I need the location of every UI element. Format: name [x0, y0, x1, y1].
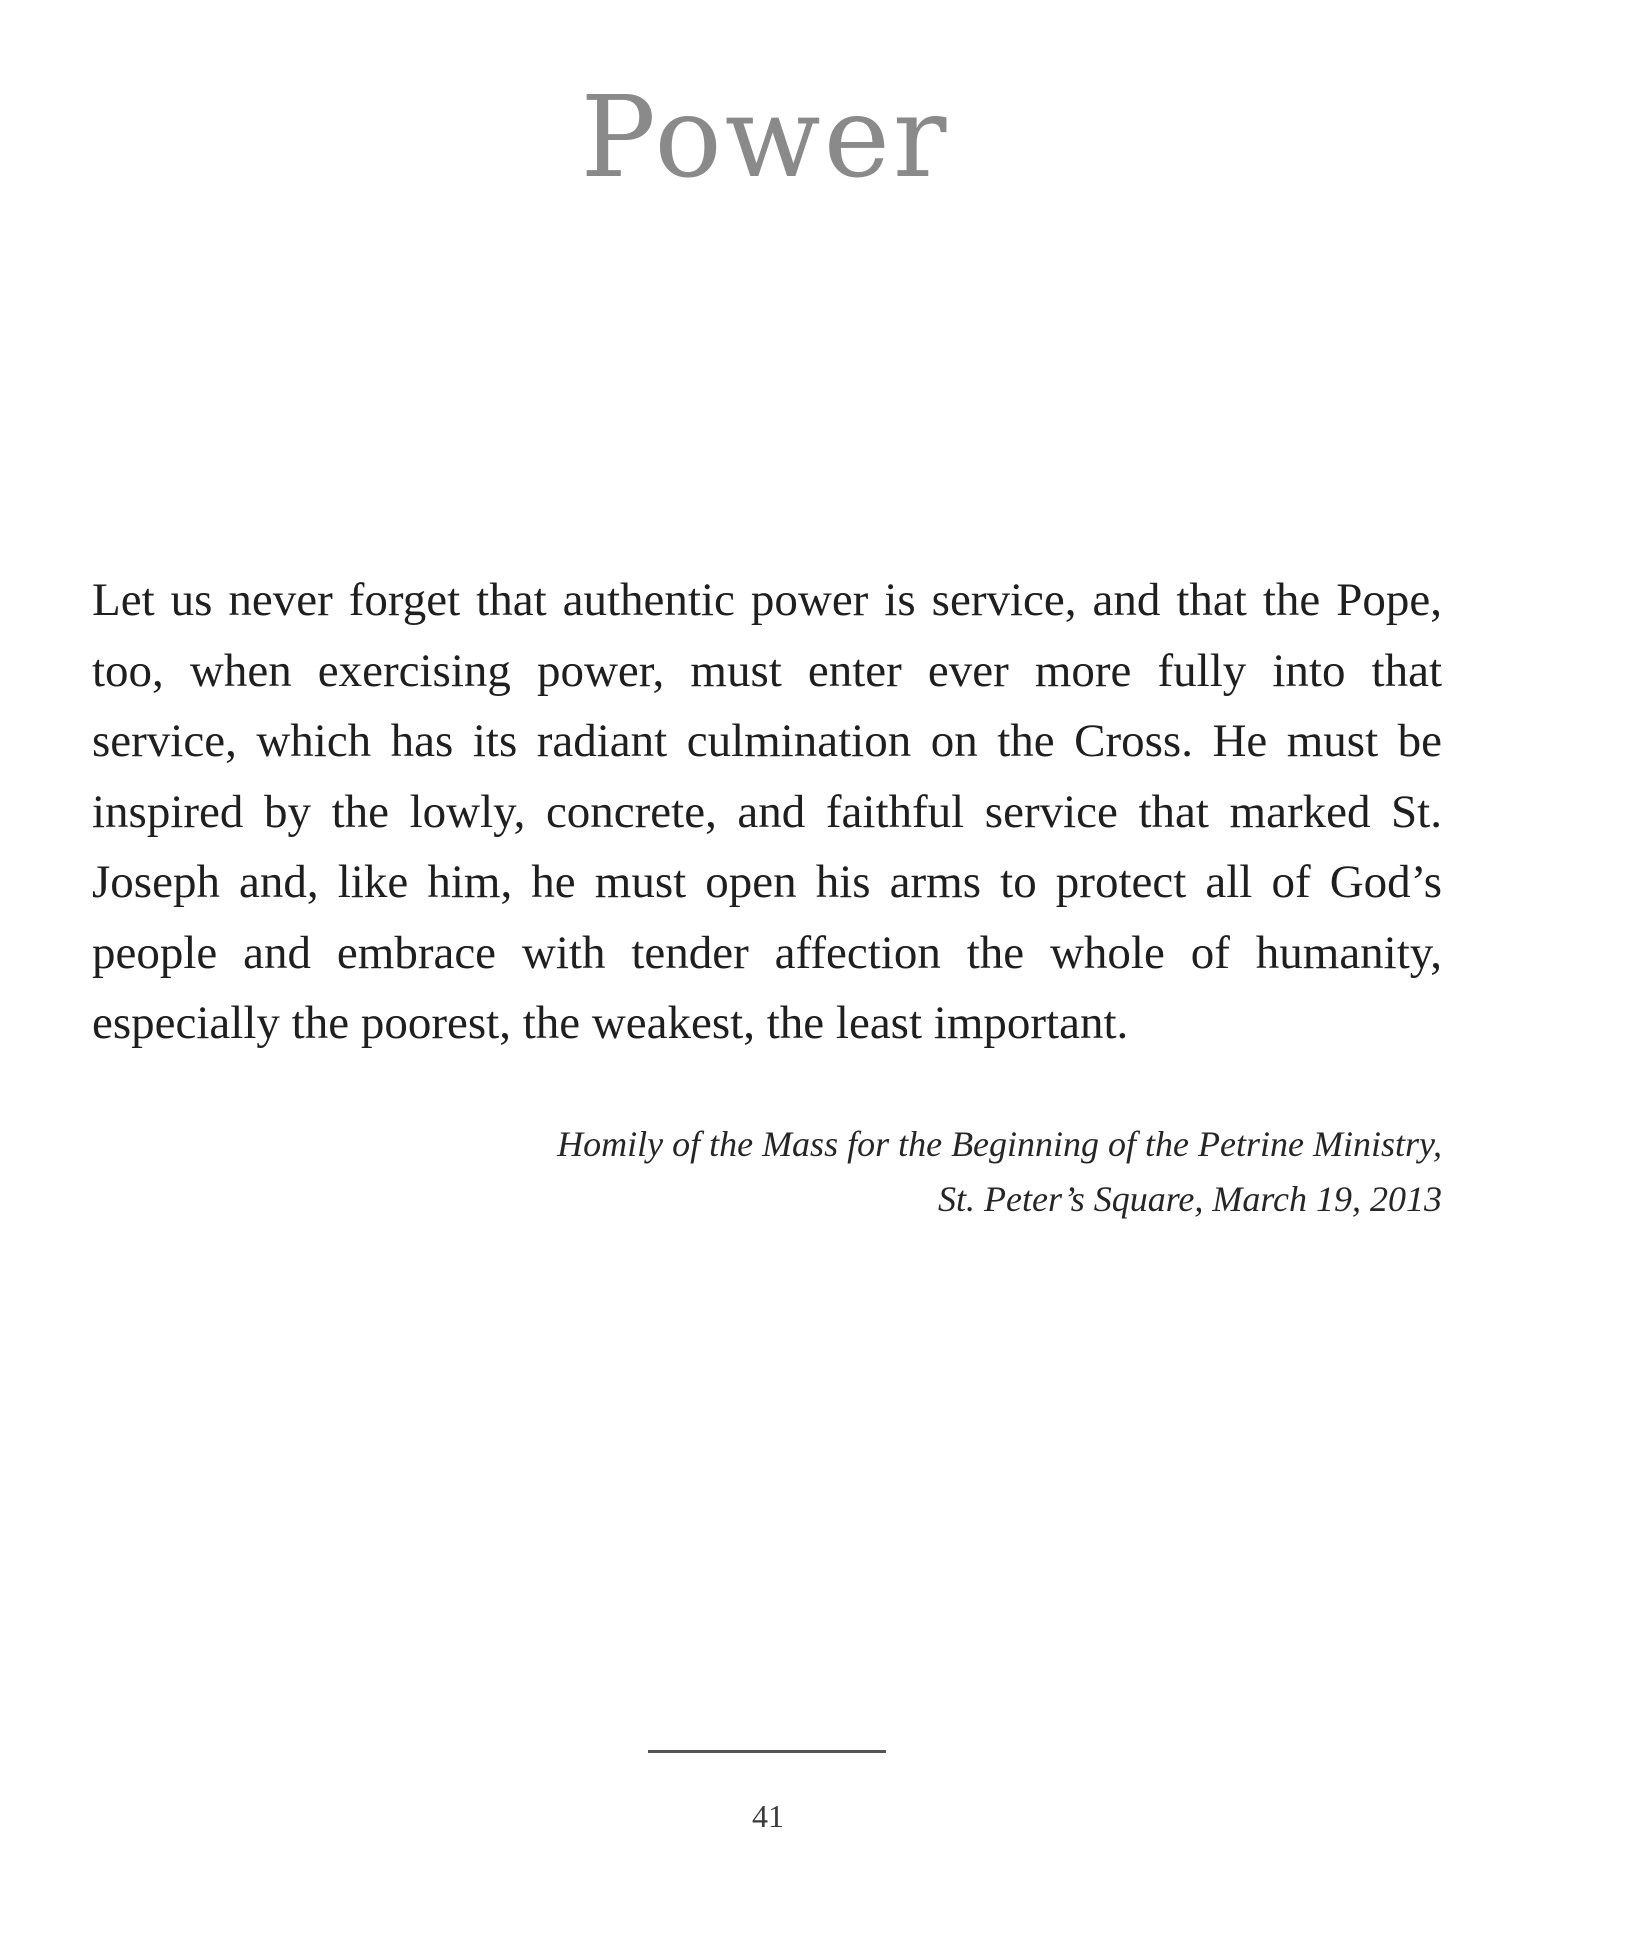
attribution-line-1: Homily of the Mass for the Beginning of the Petrine Ministry,	[557, 1124, 1442, 1164]
page-number: 41	[752, 1798, 784, 1834]
footer-divider	[648, 1750, 886, 1753]
attribution-line-2: St. Peter’s Square, March 19, 2013	[938, 1179, 1442, 1219]
quote-attribution	[557, 1117, 1442, 1227]
page-title: Power	[580, 73, 950, 203]
quote-body: Let us never forget that authentic power is service, and that the Pope, too, when exercising power, must enter ever more fully into that service, which has its radiant culmination on the Cross. He must be inspired by the lowly, concrete, and faithful service that marked St. Joseph and, like him, he must open his arms to protect all of God’s people and embrace with tender affection the whole of humanity, especially the poorest, the weakest, the least important.	[92, 574, 1442, 1049]
